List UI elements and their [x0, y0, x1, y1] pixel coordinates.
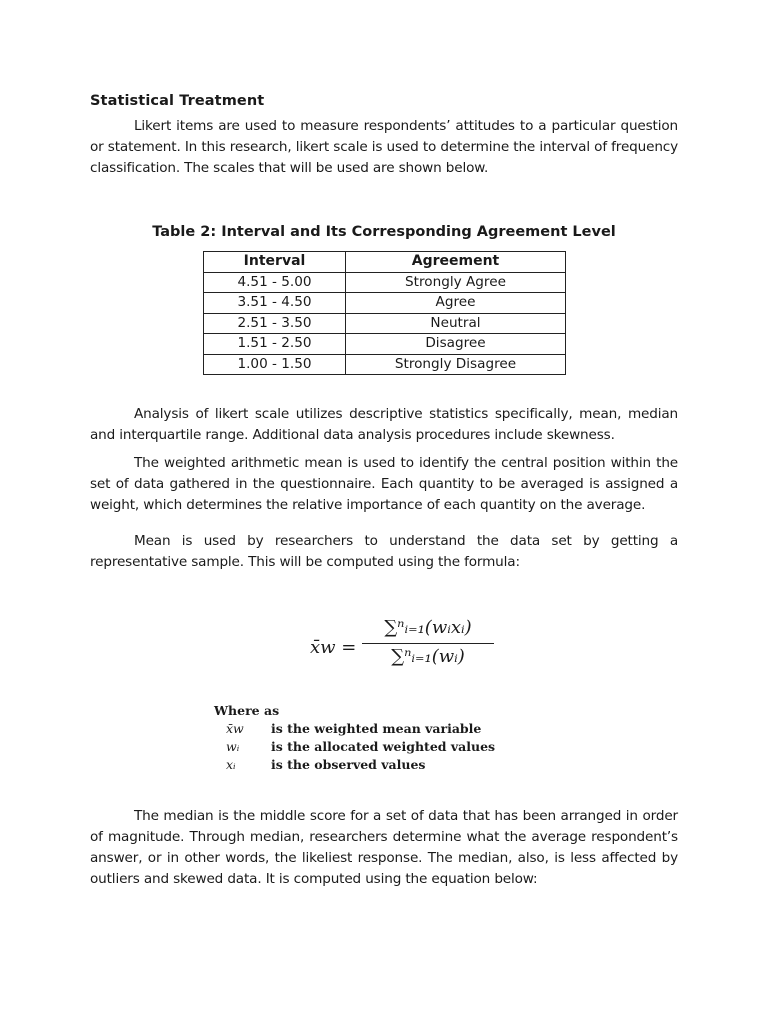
table-caption: Table 2: Interval and Its Corresponding Agreement Level: [152, 224, 616, 240]
agreement-cell: Disagree: [346, 334, 566, 355]
table-row: [204, 334, 566, 355]
agreement-cell: Strongly Disagree: [346, 354, 566, 375]
agreement-table: [203, 251, 566, 375]
table-header-row: [204, 252, 566, 273]
intro-paragraph: Likert items are used to measure respondents’ attitudes to a particular question or statement. In this research, likert scale is used to determine the interval of frequency classification. The scales that will be used are shown below.: [90, 118, 678, 176]
interval-cell: 2.51 - 3.50: [204, 313, 346, 334]
definition-text: is the weighted mean variable: [271, 721, 482, 736]
definition-symbol: x̄w: [226, 721, 244, 736]
formula-lhs: x̄w =: [310, 637, 357, 658]
formula-numerator: ∑ⁿᵢ₌₁(wᵢxᵢ): [384, 617, 472, 638]
weighted-mean-paragraph: The weighted arithmetic mean is used to identify the central position within the set of data gathered in the questionnaire. Each quantity to be averaged is assigned a weight, which determines the relative importance of each quantity on the average.: [90, 455, 678, 513]
whereas-label: Where as: [214, 703, 280, 718]
agreement-cell: Neutral: [346, 313, 566, 334]
definition-text: is the allocated weighted values: [271, 739, 496, 754]
column-header-agreement: Agreement: [346, 252, 566, 273]
definition-row: [226, 757, 425, 772]
interval-cell: 4.51 - 5.00: [204, 272, 346, 293]
definition-text: is the observed values: [271, 757, 426, 772]
table-row: [204, 272, 566, 293]
formula-denominator: ∑ⁿᵢ₌₁(wᵢ): [391, 646, 465, 667]
interval-cell: 1.00 - 1.50: [204, 354, 346, 375]
table-row: [204, 313, 566, 334]
median-paragraph: The median is the middle score for a set of data that has been arranged in order of magnitude. Through median, researchers determine what the average respondent’s answer, or in other words, the likeliest response. The median, also, is less affected by outliers and skewed data. It is computed using the equation below:: [90, 808, 678, 887]
definition-symbol: wᵢ: [226, 739, 240, 754]
table-row: [204, 354, 566, 375]
interval-cell: 3.51 - 4.50: [204, 293, 346, 314]
likert-analysis-paragraph: Analysis of likert scale utilizes descriptive statistics specifically, mean, median and interquartile range. Additional data analysis procedures include skewness.: [90, 406, 678, 443]
mean-paragraph: Mean is used by researchers to understand the data set by getting a representative sample. This will be computed using the formula:: [90, 533, 678, 570]
section-title: Statistical Treatment: [90, 93, 265, 109]
table-row: [204, 293, 566, 314]
formula-fraction: [362, 617, 494, 667]
column-header-interval: Interval: [204, 252, 346, 273]
interval-cell: 1.51 - 2.50: [204, 334, 346, 355]
agreement-cell: Strongly Agree: [346, 272, 566, 293]
definition-row: [226, 721, 481, 736]
agreement-cell: Agree: [346, 293, 566, 314]
definition-symbol: xᵢ: [226, 757, 236, 772]
fraction-bar: [362, 643, 494, 644]
definition-row: [226, 739, 495, 754]
